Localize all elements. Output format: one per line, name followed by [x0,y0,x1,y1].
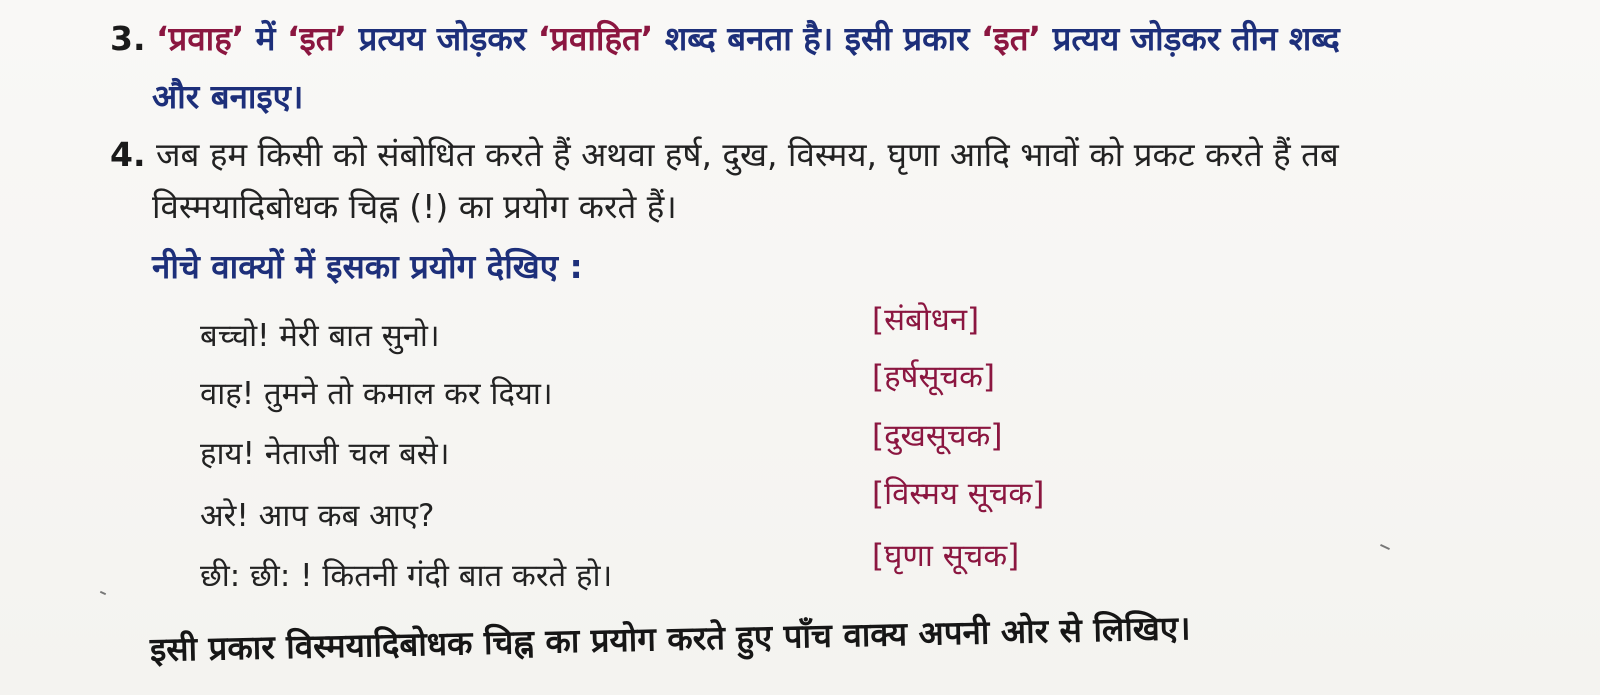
example-tag: [घृणा सूचक] [872,538,1020,574]
question-3-segment: ‘प्रवाहित’ [537,19,654,58]
question-4-number: 4. [110,135,146,174]
question-3-text [156,19,1340,58]
example-tag: [विस्मय सूचक] [872,476,1045,512]
final-instruction: इसी प्रकार विस्मयादिबोधक चिह्न का प्रयोग करते हुए पाँच वाक्य अपनी ओर से लिखिए। [149,608,1191,669]
example-tag: [संबोधन] [872,302,980,338]
example-sentence: छी: छी: ! कितनी गंदी बात करते हो। [200,558,613,594]
example-sentence: बच्चो! मेरी बात सुनो। [200,318,440,354]
question-3-segment: प्रत्यय जोड़कर [347,19,538,58]
question-3-segment: ‘इत’ [981,19,1042,58]
question-3-segment: ‘प्रवाह’ [156,19,245,58]
example-sentence: वाह! तुमने तो कमाल कर दिया। [200,376,553,412]
question-4-line-1 [110,135,1339,174]
paper-speck [1380,544,1390,550]
example-sentence: अरे! आप कब आए? [200,498,435,534]
example-tag: [दुखसूचक] [872,418,1003,454]
example-tag: [हर्षसूचक] [872,359,996,395]
example-sentence: हाय! नेताजी चल बसे। [200,436,450,472]
question-3-segment: में [244,19,287,58]
question-3-number: 3. [110,19,146,58]
examples-subheading: नीचे वाक्यों में इसका प्रयोग देखिए : [152,247,583,286]
question-3-line-1 [110,19,1340,58]
question-3-segment: शब्द बनता है। इसी प्रकार [653,19,981,58]
paper-speck [100,591,106,595]
question-4-text: जब हम किसी को संबोधित करते हैं अथवा हर्ष, दुख, विस्मय, घृणा आदि भावों को प्रकट करते हैं तब [156,135,1339,174]
question-3-segment: प्रत्यय जोड़कर तीन शब्द [1041,19,1340,58]
question-3-line-2: और बनाइए। [152,77,304,116]
question-4-line-2: विस्मयादिबोधक चिह्न (!) का प्रयोग करते हैं। [152,187,677,226]
question-3-segment: ‘इत’ [287,19,348,58]
